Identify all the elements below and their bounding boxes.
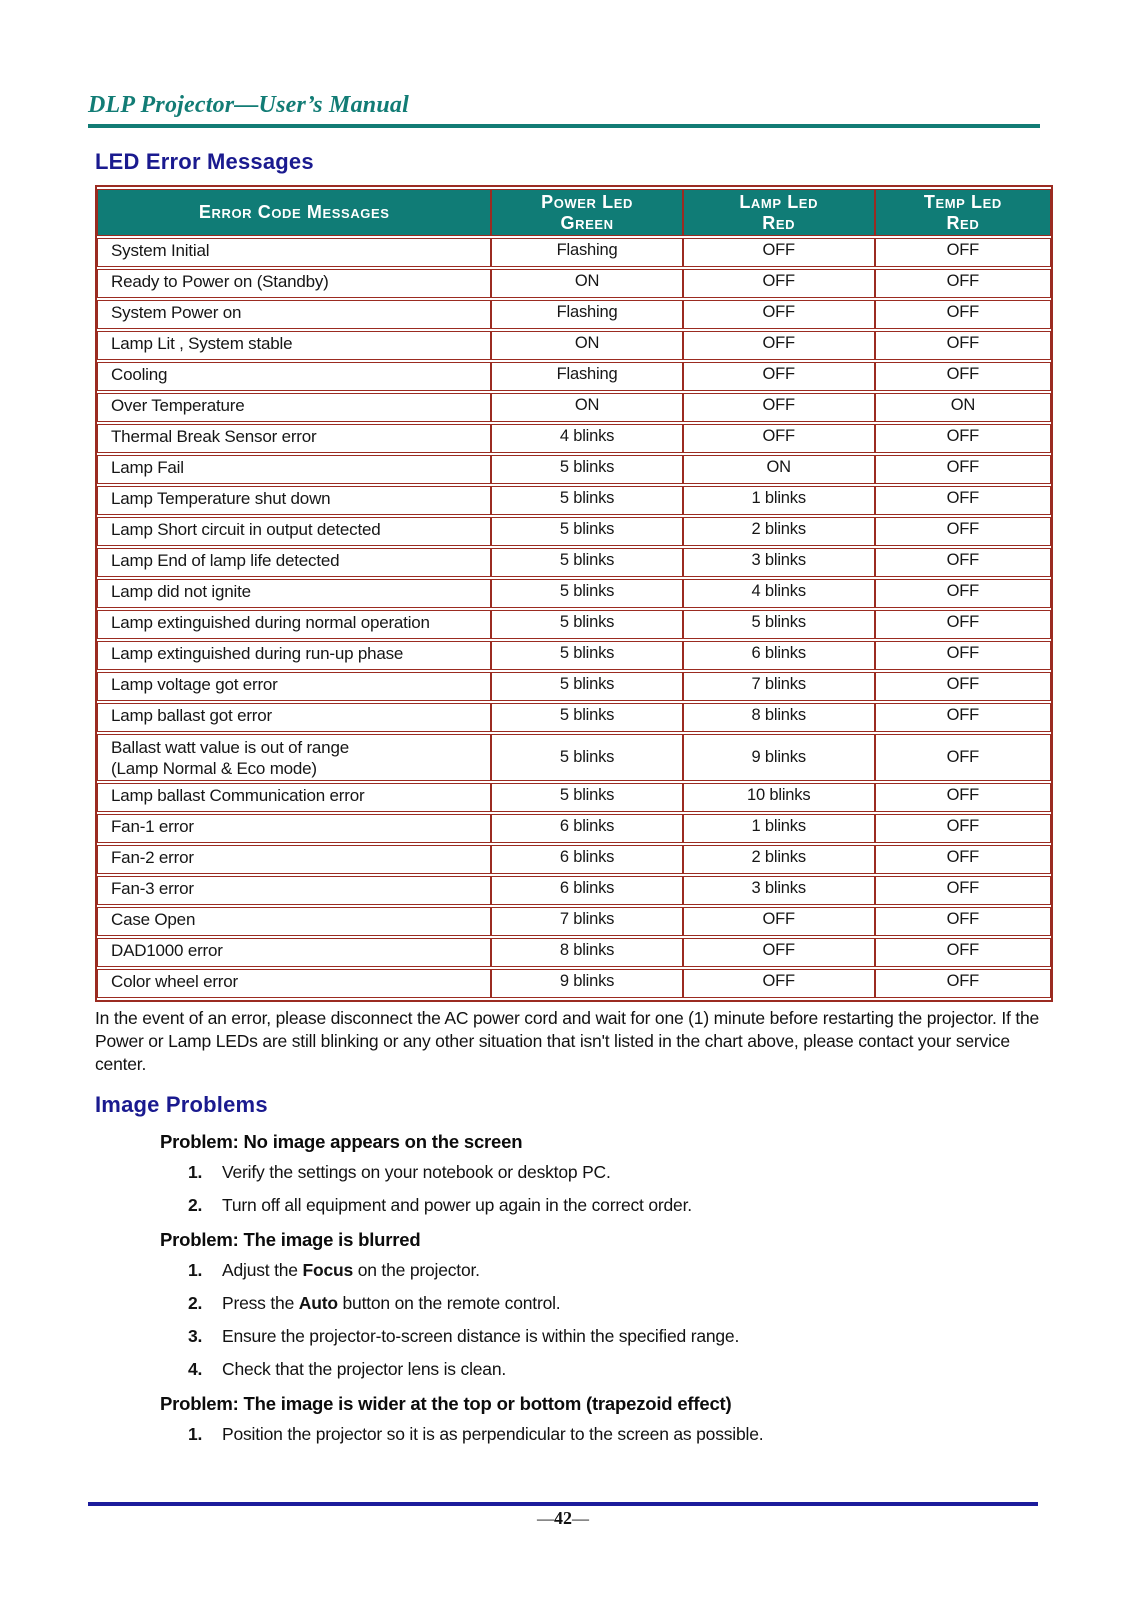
problem-step	[188, 1195, 1040, 1216]
power-led-cell: 9 blinks	[491, 969, 682, 998]
error-code-cell: Over Temperature	[97, 393, 491, 422]
error-code-cell: Thermal Break Sensor error	[97, 424, 491, 453]
error-code-cell: Fan-1 error	[97, 814, 491, 843]
error-code-cell: Cooling	[97, 362, 491, 391]
led-table-row	[97, 845, 1051, 874]
lamp-led-cell: OFF	[683, 907, 875, 936]
lamp-led-cell: OFF	[683, 300, 875, 329]
lamp-led-cell: 5 blinks	[683, 610, 875, 639]
led-table-row	[97, 938, 1051, 967]
led-table-row	[97, 969, 1051, 998]
power-led-cell: ON	[491, 269, 682, 298]
power-led-cell: 6 blinks	[491, 814, 682, 843]
lamp-led-cell: 9 blinks	[683, 734, 875, 781]
power-led-cell: 8 blinks	[491, 938, 682, 967]
lamp-led-cell: OFF	[683, 969, 875, 998]
lamp-led-cell: 4 blinks	[683, 579, 875, 608]
lamp-led-cell: OFF	[683, 424, 875, 453]
error-code-header-cell	[97, 189, 491, 236]
lamp-led-cell: OFF	[683, 331, 875, 360]
led-table-row	[97, 814, 1051, 843]
power-led-cell: 5 blinks	[491, 517, 682, 546]
error-code-header-label: Error Code Messages	[198, 202, 390, 223]
temp-led-cell: OFF	[875, 238, 1051, 267]
temp-led-cell: OFF	[875, 907, 1051, 936]
led-table-row	[97, 424, 1051, 453]
led-table-row	[97, 455, 1051, 484]
step-number: 1.	[188, 1424, 203, 1445]
led-table-row	[97, 393, 1051, 422]
power-led-cell: ON	[491, 331, 682, 360]
footer-dash-right: —	[572, 1509, 589, 1528]
temp-led-header-line1: Temp Led	[923, 192, 1002, 212]
page-number: 42	[554, 1508, 572, 1528]
power-led-cell: 5 blinks	[491, 783, 682, 812]
temp-led-cell: OFF	[875, 300, 1051, 329]
lamp-led-header-line1: Lamp Led	[739, 192, 819, 212]
lamp-led-cell: 3 blinks	[683, 876, 875, 905]
led-error-messages-heading: LED Error Messages	[95, 149, 314, 174]
error-code-cell: Lamp extinguished during normal operation	[97, 610, 491, 639]
led-table-row	[97, 300, 1051, 329]
image-problems-heading: Image Problems	[95, 1092, 268, 1118]
error-code-cell: Lamp Short circuit in output detected	[97, 517, 491, 546]
error-code-cell: Fan-2 error	[97, 845, 491, 874]
power-led-header-line1: Power Led	[541, 192, 633, 212]
power-led-cell: 5 blinks	[491, 703, 682, 732]
power-led-cell: 5 blinks	[491, 672, 682, 701]
lamp-led-cell: 1 blinks	[683, 814, 875, 843]
lamp-led-cell: ON	[683, 455, 875, 484]
led-table-row	[97, 641, 1051, 670]
led-table-row	[97, 703, 1051, 732]
temp-led-cell: OFF	[875, 269, 1051, 298]
led-table-row	[97, 579, 1051, 608]
led-table-body	[97, 238, 1051, 998]
lamp-led-header-cell	[683, 189, 875, 236]
problem-step	[188, 1293, 1040, 1314]
problem-step	[188, 1326, 1040, 1347]
temp-led-cell: OFF	[875, 486, 1051, 515]
error-code-cell: Lamp did not ignite	[97, 579, 491, 608]
error-code-cell: System Initial	[97, 238, 491, 267]
step-number: 1.	[188, 1162, 203, 1183]
power-led-cell: Flashing	[491, 238, 682, 267]
page-footer	[88, 1502, 1038, 1529]
error-code-cell: Fan-3 error	[97, 876, 491, 905]
page-content	[88, 92, 1040, 1457]
power-led-cell: Flashing	[491, 362, 682, 391]
led-table-row	[97, 734, 1051, 781]
led-error-table	[95, 185, 1053, 1002]
temp-led-cell: ON	[875, 393, 1051, 422]
lamp-led-cell: OFF	[683, 238, 875, 267]
led-table-row	[97, 517, 1051, 546]
led-table-row	[97, 362, 1051, 391]
lamp-led-cell: 2 blinks	[683, 845, 875, 874]
problem-block	[95, 1131, 1040, 1216]
temp-led-cell: OFF	[875, 579, 1051, 608]
led-table-row	[97, 672, 1051, 701]
temp-led-cell: OFF	[875, 783, 1051, 812]
error-code-cell: Lamp ballast Communication error	[97, 783, 491, 812]
lamp-led-cell: OFF	[683, 269, 875, 298]
temp-led-cell: OFF	[875, 362, 1051, 391]
error-code-cell: Lamp ballast got error	[97, 703, 491, 732]
problem-heading: Problem: No image appears on the screen	[160, 1131, 523, 1153]
running-header	[88, 92, 1040, 128]
problem-step	[188, 1359, 1040, 1380]
step-number: 1.	[188, 1260, 203, 1281]
lamp-led-cell: OFF	[683, 393, 875, 422]
lamp-led-cell: 1 blinks	[683, 486, 875, 515]
problem-step	[188, 1162, 1040, 1183]
power-led-header-cell	[491, 189, 682, 236]
temp-led-header-line2: Red	[946, 212, 980, 233]
error-code-cell: Ballast watt value is out of range (Lamp Normal & Eco mode)	[97, 734, 491, 781]
problem-heading: Problem: The image is blurred	[160, 1229, 421, 1251]
temp-led-cell: OFF	[875, 703, 1051, 732]
led-table-row	[97, 783, 1051, 812]
error-code-cell: Lamp Lit , System stable	[97, 331, 491, 360]
lamp-led-cell: 8 blinks	[683, 703, 875, 732]
power-led-header-line2: Green	[560, 212, 614, 233]
power-led-cell: 6 blinks	[491, 845, 682, 874]
error-code-cell: Color wheel error	[97, 969, 491, 998]
power-led-cell: ON	[491, 393, 682, 422]
step-number: 2.	[188, 1293, 203, 1314]
error-code-cell: Ready to Power on (Standby)	[97, 269, 491, 298]
temp-led-cell: OFF	[875, 610, 1051, 639]
error-code-cell: System Power on	[97, 300, 491, 329]
temp-led-cell: OFF	[875, 641, 1051, 670]
lamp-led-cell: 10 blinks	[683, 783, 875, 812]
step-text: Adjust the Focus on the projector.	[222, 1260, 480, 1281]
temp-led-cell: OFF	[875, 424, 1051, 453]
temp-led-cell: OFF	[875, 548, 1051, 577]
step-text: Position the projector so it is as perpendicular to the screen as possible.	[222, 1424, 764, 1445]
led-note-paragraph: In the event of an error, please disconnect the AC power cord and wait for one (1) minute before restarting the projector. If the Power or Lamp LEDs are still blinking or any other situation that isn't listed in the chart above, please contact your service center.	[95, 1008, 1040, 1075]
temp-led-cell: OFF	[875, 876, 1051, 905]
step-number: 2.	[188, 1195, 203, 1216]
lamp-led-header-line2: Red	[762, 212, 796, 233]
problem-block	[95, 1229, 1040, 1380]
power-led-cell: Flashing	[491, 300, 682, 329]
temp-led-cell: OFF	[875, 734, 1051, 781]
step-text: Check that the projector lens is clean.	[222, 1359, 507, 1380]
error-code-cell: Lamp End of lamp life detected	[97, 548, 491, 577]
step-text: Verify the settings on your notebook or desktop PC.	[222, 1162, 611, 1183]
lamp-led-cell: 7 blinks	[683, 672, 875, 701]
power-led-cell: 4 blinks	[491, 424, 682, 453]
led-table-row	[97, 238, 1051, 267]
power-led-cell: 5 blinks	[491, 610, 682, 639]
power-led-cell: 5 blinks	[491, 455, 682, 484]
power-led-cell: 6 blinks	[491, 876, 682, 905]
step-text: Turn off all equipment and power up again in the correct order.	[222, 1195, 692, 1216]
step-text: Press the Auto button on the remote control.	[222, 1293, 561, 1314]
error-code-cell: Lamp Temperature shut down	[97, 486, 491, 515]
power-led-cell: 5 blinks	[491, 734, 682, 781]
temp-led-cell: OFF	[875, 455, 1051, 484]
error-code-cell: Lamp Fail	[97, 455, 491, 484]
step-number: 3.	[188, 1326, 203, 1347]
table-header-row	[97, 189, 1051, 236]
power-led-cell: 7 blinks	[491, 907, 682, 936]
led-table-row	[97, 907, 1051, 936]
problems-container	[95, 1131, 1040, 1445]
temp-led-cell: OFF	[875, 814, 1051, 843]
problem-step	[188, 1260, 1040, 1281]
doc-title: DLP Projector—User’s Manual	[88, 92, 409, 118]
error-code-cell: Lamp extinguished during run-up phase	[97, 641, 491, 670]
error-code-cell: DAD1000 error	[97, 938, 491, 967]
led-table-row	[97, 876, 1051, 905]
footer-dash-left: —	[537, 1509, 554, 1528]
lamp-led-cell: 3 blinks	[683, 548, 875, 577]
step-number: 4.	[188, 1359, 203, 1380]
lamp-led-cell: OFF	[683, 938, 875, 967]
problem-block	[95, 1393, 1040, 1445]
power-led-cell: 5 blinks	[491, 486, 682, 515]
power-led-cell: 5 blinks	[491, 548, 682, 577]
temp-led-cell: OFF	[875, 969, 1051, 998]
problem-heading: Problem: The image is wider at the top or bottom (trapezoid effect)	[160, 1393, 732, 1415]
temp-led-cell: OFF	[875, 517, 1051, 546]
temp-led-cell: OFF	[875, 331, 1051, 360]
temp-led-cell: OFF	[875, 845, 1051, 874]
led-table-row	[97, 548, 1051, 577]
error-code-cell: Case Open	[97, 907, 491, 936]
led-table-row	[97, 610, 1051, 639]
step-text: Ensure the projector-to-screen distance is within the specified range.	[222, 1326, 740, 1347]
power-led-cell: 5 blinks	[491, 641, 682, 670]
lamp-led-cell: 2 blinks	[683, 517, 875, 546]
lamp-led-cell: OFF	[683, 362, 875, 391]
temp-led-cell: OFF	[875, 938, 1051, 967]
temp-led-header-cell	[875, 189, 1051, 236]
power-led-cell: 5 blinks	[491, 579, 682, 608]
led-table-row	[97, 269, 1051, 298]
error-code-cell: Lamp voltage got error	[97, 672, 491, 701]
lamp-led-cell: 6 blinks	[683, 641, 875, 670]
temp-led-cell: OFF	[875, 672, 1051, 701]
led-table-row	[97, 331, 1051, 360]
led-table-row	[97, 486, 1051, 515]
problem-step	[188, 1424, 1040, 1445]
